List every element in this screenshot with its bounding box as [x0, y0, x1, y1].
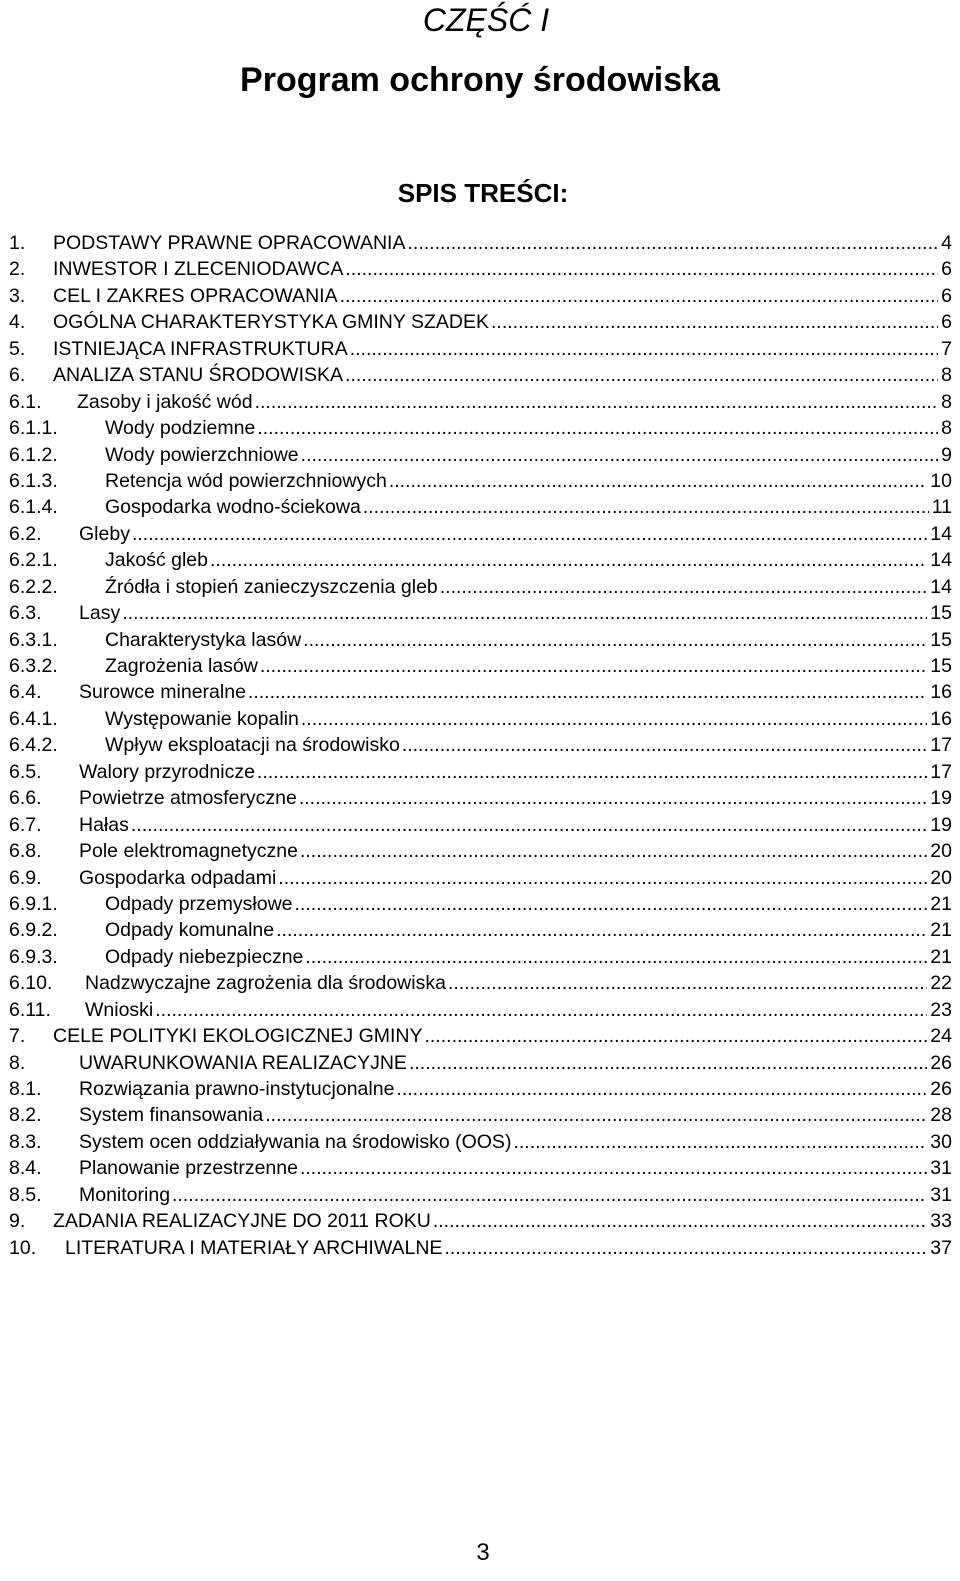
- toc-entry-number: 1.: [9, 232, 26, 254]
- toc-entry-page: 14: [930, 522, 952, 545]
- dot-leader: [440, 574, 928, 600]
- dot-leader: [295, 891, 928, 917]
- toc-entry[interactable]: [9, 970, 952, 996]
- toc-entry-title: INWESTOR I ZLECENIODAWCA: [53, 258, 344, 281]
- dot-leader: [305, 944, 927, 970]
- toc-entry-number: 8.3.: [9, 1130, 42, 1153]
- toc-entry[interactable]: [9, 230, 952, 256]
- toc-entry-page: 31: [930, 1183, 952, 1206]
- toc-entry-number: 6.1.3.: [9, 469, 58, 492]
- dot-leader: [248, 679, 927, 705]
- toc-entry-page: 33: [930, 1210, 952, 1233]
- toc-entry[interactable]: [9, 494, 952, 520]
- dot-leader: [300, 838, 927, 864]
- toc-entry-title: Wnioski: [85, 998, 154, 1021]
- toc-entry[interactable]: [9, 1023, 952, 1049]
- toc-entry-page: 6: [941, 258, 952, 281]
- dot-leader: [132, 521, 927, 547]
- toc-entry-title: Wody powierzchniowe: [105, 443, 299, 466]
- toc-entry-page: 15: [930, 655, 952, 677]
- toc-entry[interactable]: [9, 891, 952, 917]
- toc-entry-page: 22: [930, 972, 952, 995]
- toc-entry-number: 8.: [9, 1051, 26, 1074]
- toc-entry-number: 8.1.: [9, 1078, 42, 1100]
- toc-entry-number: 6.9.1.: [9, 892, 58, 915]
- toc-heading: SPIS TREŚCI:: [397, 178, 569, 208]
- dot-leader: [513, 1129, 927, 1155]
- toc-entry-number: 6.1.2.: [9, 443, 58, 466]
- toc-entry-title: Zagrożenia lasów: [105, 655, 258, 677]
- toc-entry[interactable]: [9, 468, 952, 494]
- toc-entry-title: Występowanie kopalin: [105, 707, 299, 730]
- toc-entry-page: 23: [930, 998, 952, 1021]
- toc-entry-title: PODSTAWY PRAWNE OPRACOWANIA: [53, 232, 406, 254]
- toc-entry-number: 9.: [9, 1210, 26, 1233]
- toc-entry-title: ZADANIA REALIZACYJNE DO 2011 ROKU: [53, 1210, 431, 1233]
- toc-entry[interactable]: [9, 1182, 952, 1208]
- toc-entry-number: 6.2.: [9, 522, 42, 545]
- dot-leader: [409, 1050, 927, 1076]
- table-of-contents: [9, 230, 952, 1261]
- dot-leader: [433, 1208, 927, 1234]
- toc-entry[interactable]: [9, 785, 952, 811]
- toc-entry[interactable]: [9, 256, 952, 282]
- dot-leader: [301, 706, 927, 732]
- toc-entry-title: CEL I ZAKRES OPRACOWANIA: [53, 284, 338, 307]
- toc-entry-page: 8: [941, 364, 952, 387]
- toc-entry-title: Charakterystyka lasów: [105, 628, 302, 651]
- toc-entry[interactable]: [9, 653, 952, 679]
- dot-leader: [303, 627, 927, 653]
- dot-leader: [491, 309, 938, 335]
- toc-entry-page: 10: [930, 469, 952, 492]
- toc-entry-title: Zasoby i jakość wód: [77, 390, 253, 413]
- toc-entry-number: 6.9.3.: [9, 945, 58, 968]
- toc-entry-title: CELE POLITYKI EKOLOGICZNEJ GMINY: [53, 1025, 423, 1048]
- toc-entry[interactable]: [9, 812, 952, 838]
- toc-entry[interactable]: [9, 1050, 952, 1076]
- toc-entry-page: 14: [930, 549, 952, 572]
- toc-entry-title: Źródła i stopień zanieczyszczenia gleb: [105, 575, 438, 598]
- toc-entry-page: 30: [930, 1130, 952, 1153]
- toc-entry-page: 8: [941, 417, 952, 440]
- toc-entry-number: 6.: [9, 364, 26, 387]
- toc-entry[interactable]: [9, 917, 952, 943]
- toc-entry[interactable]: [9, 362, 952, 388]
- dot-leader: [407, 230, 938, 256]
- toc-entry-title: ANALIZA STANU ŚRODOWISKA: [53, 364, 344, 387]
- toc-entry-number: 6.1.4.: [9, 496, 58, 519]
- toc-entry-number: 6.4.2.: [9, 734, 58, 757]
- dot-leader: [389, 468, 927, 494]
- toc-entry-number: 2.: [9, 258, 26, 281]
- dot-leader: [257, 759, 927, 785]
- toc-entry-page: 21: [930, 919, 952, 942]
- toc-entry-number: 7.: [9, 1025, 26, 1048]
- toc-entry-page: 6: [941, 284, 952, 307]
- toc-entry[interactable]: [9, 1155, 952, 1181]
- toc-entry-number: 6.1.1.: [9, 417, 58, 440]
- toc-entry-title: Lasy: [79, 602, 121, 625]
- toc-entry[interactable]: [9, 706, 952, 732]
- toc-entry-title: Odpady niebezpieczne: [105, 945, 304, 968]
- toc-entry-title: Retencja wód powierzchniowych: [105, 469, 387, 492]
- toc-entry-number: 3.: [9, 284, 26, 307]
- toc-entry-page: 4: [941, 232, 952, 254]
- toc-entry-page: 15: [930, 628, 952, 651]
- toc-entry-page: 20: [930, 840, 952, 863]
- toc-entry[interactable]: [9, 336, 952, 362]
- toc-entry-number: 4.: [9, 311, 26, 334]
- dot-leader: [265, 1102, 927, 1128]
- toc-entry-title: Odpady komunalne: [105, 919, 275, 942]
- toc-entry-page: 21: [930, 945, 952, 968]
- dot-leader: [402, 732, 928, 758]
- toc-entry-title: Jakość gleb: [105, 549, 208, 572]
- toc-entry[interactable]: [9, 838, 952, 864]
- toc-entry[interactable]: [9, 415, 952, 441]
- toc-entry-number: 6.3.: [9, 602, 42, 625]
- toc-entry-title: Planowanie przestrzenne: [79, 1157, 298, 1180]
- toc-entry-page: 26: [930, 1051, 952, 1074]
- toc-entry-number: 6.4.1.: [9, 707, 58, 730]
- toc-entry-page: 17: [930, 760, 952, 783]
- toc-entry[interactable]: [9, 283, 952, 309]
- toc-entry[interactable]: [9, 679, 952, 705]
- dot-leader: [444, 1235, 927, 1261]
- toc-entry[interactable]: [9, 627, 952, 653]
- dot-leader: [172, 1182, 927, 1208]
- toc-entry[interactable]: [9, 521, 952, 547]
- toc-entry[interactable]: [9, 944, 952, 970]
- toc-entry-title: Gospodarka odpadami: [79, 866, 277, 889]
- toc-entry[interactable]: [9, 547, 952, 573]
- toc-entry-page: 31: [930, 1157, 952, 1180]
- toc-entry-title: Pole elektromagnetyczne: [79, 840, 298, 863]
- toc-entry-page: 8: [941, 390, 952, 413]
- toc-entry-title: System finansowania: [79, 1104, 264, 1127]
- toc-entry[interactable]: [9, 1076, 952, 1102]
- toc-entry[interactable]: [9, 865, 952, 891]
- toc-entry-title: LITERATURA I MATERIAŁY ARCHIWALNE: [65, 1236, 443, 1259]
- toc-entry-page: 19: [930, 813, 952, 836]
- toc-entry-title: Odpady przemysłowe: [105, 892, 293, 915]
- dot-leader: [260, 653, 927, 679]
- toc-entry-number: 6.1.: [9, 390, 42, 413]
- toc-entry-page: 7: [941, 337, 952, 360]
- toc-entry-title: Wpływ eksploatacji na środowisko: [105, 734, 400, 757]
- dot-leader: [363, 494, 929, 520]
- toc-entry-number: 6.9.2.: [9, 919, 58, 942]
- toc-entry-title: System ocen oddziaływania na środowisko (OOS): [79, 1130, 512, 1153]
- toc-entry-page: 17: [930, 734, 952, 757]
- toc-entry-title: Gospodarka wodno-ściekowa: [105, 496, 361, 519]
- dot-leader: [345, 256, 938, 282]
- toc-entry-number: 6.9.: [9, 866, 42, 889]
- toc-entry-number: 8.5.: [9, 1183, 42, 1206]
- dot-leader: [278, 865, 927, 891]
- toc-entry-page: 37: [930, 1236, 952, 1259]
- toc-entry[interactable]: [9, 389, 952, 415]
- dot-leader: [255, 389, 939, 415]
- toc-entry-number: 6.8.: [9, 840, 42, 863]
- toc-entry-title: Nadzwyczajne zagrożenia dla środowiska: [85, 972, 446, 995]
- toc-entry-page: 14: [930, 575, 952, 598]
- toc-entry[interactable]: [9, 442, 952, 468]
- toc-entry[interactable]: [9, 600, 952, 626]
- dot-leader: [301, 442, 938, 468]
- toc-entry-number: 6.7.: [9, 813, 42, 836]
- toc-entry-number: 6.4.: [9, 681, 42, 704]
- dot-leader: [155, 997, 927, 1023]
- toc-entry-number: 6.5.: [9, 760, 42, 783]
- toc-entry-number: 6.11.: [9, 998, 51, 1021]
- dot-leader: [340, 283, 939, 309]
- toc-entry[interactable]: [9, 1129, 952, 1155]
- toc-entry-title: Walory przyrodnicze: [79, 760, 255, 783]
- toc-entry-page: 6: [941, 311, 952, 334]
- document-title: Program ochrony środowiska: [240, 61, 720, 99]
- toc-entry-number: 10.: [9, 1236, 37, 1259]
- part-label: CZĘŚĆ I: [422, 2, 550, 38]
- toc-entry-number: 6.10.: [9, 972, 53, 995]
- toc-entry[interactable]: [9, 732, 952, 758]
- toc-entry-title: ISTNIEJĄCA INFRASTRUKTURA: [53, 337, 348, 360]
- toc-entry-title: OGÓLNA CHARAKTERYSTYKA GMINY SZADEK: [53, 311, 489, 334]
- toc-entry-title: UWARUNKOWANIA REALIZACYJNE: [79, 1051, 407, 1074]
- toc-entry-page: 26: [930, 1078, 952, 1100]
- toc-entry-title: Monitoring: [79, 1183, 171, 1206]
- toc-entry-number: 8.4.: [9, 1157, 42, 1180]
- toc-entry-number: 8.2.: [9, 1104, 42, 1127]
- dot-leader: [396, 1076, 927, 1102]
- toc-entry[interactable]: [9, 574, 952, 600]
- toc-entry-page: 20: [930, 866, 952, 889]
- toc-entry-title: Gleby: [79, 522, 130, 545]
- toc-entry[interactable]: [9, 1208, 952, 1234]
- toc-entry-number: 6.6.: [9, 787, 42, 810]
- toc-entry[interactable]: [9, 1235, 952, 1261]
- dot-leader: [350, 336, 938, 362]
- toc-entry-page: 24: [930, 1025, 952, 1048]
- toc-entry-page: 11: [931, 496, 952, 519]
- toc-entry[interactable]: [9, 997, 952, 1023]
- toc-entry-title: Surowce mineralne: [79, 681, 246, 704]
- dot-leader: [131, 812, 927, 838]
- toc-entry[interactable]: [9, 759, 952, 785]
- toc-entry-page: 15: [930, 602, 952, 625]
- toc-entry-page: 16: [930, 707, 952, 730]
- dot-leader: [425, 1023, 928, 1049]
- toc-entry-number: 5.: [9, 337, 26, 360]
- toc-entry-page: 19: [930, 787, 952, 810]
- toc-entry-number: 6.2.2.: [9, 575, 58, 598]
- toc-entry-number: 6.2.1.: [9, 549, 58, 572]
- dot-leader: [257, 415, 938, 441]
- dot-leader: [345, 362, 938, 388]
- toc-entry-page: 21: [930, 892, 952, 915]
- dot-leader: [300, 1155, 927, 1181]
- toc-entry-title: Wody podziemne: [105, 417, 256, 440]
- toc-entry-page: 16: [930, 681, 952, 704]
- toc-entry-page: 9: [941, 443, 952, 466]
- toc-entry-title: Hałas: [79, 813, 129, 836]
- toc-entry-title: Rozwiązania prawno-instytucjonalne: [79, 1078, 395, 1100]
- dot-leader: [210, 547, 927, 573]
- toc-entry[interactable]: [9, 1102, 952, 1128]
- toc-entry-page: 28: [930, 1104, 952, 1127]
- dot-leader: [276, 917, 927, 943]
- dot-leader: [448, 970, 927, 996]
- toc-entry-number: 6.3.1.: [9, 628, 58, 651]
- toc-entry-title: Powietrze atmosferyczne: [79, 787, 297, 810]
- toc-entry-number: 6.3.2.: [9, 655, 58, 677]
- dot-leader: [299, 785, 927, 811]
- dot-leader: [122, 600, 927, 626]
- page-number: 3: [476, 1539, 490, 1566]
- toc-entry[interactable]: [9, 309, 952, 335]
